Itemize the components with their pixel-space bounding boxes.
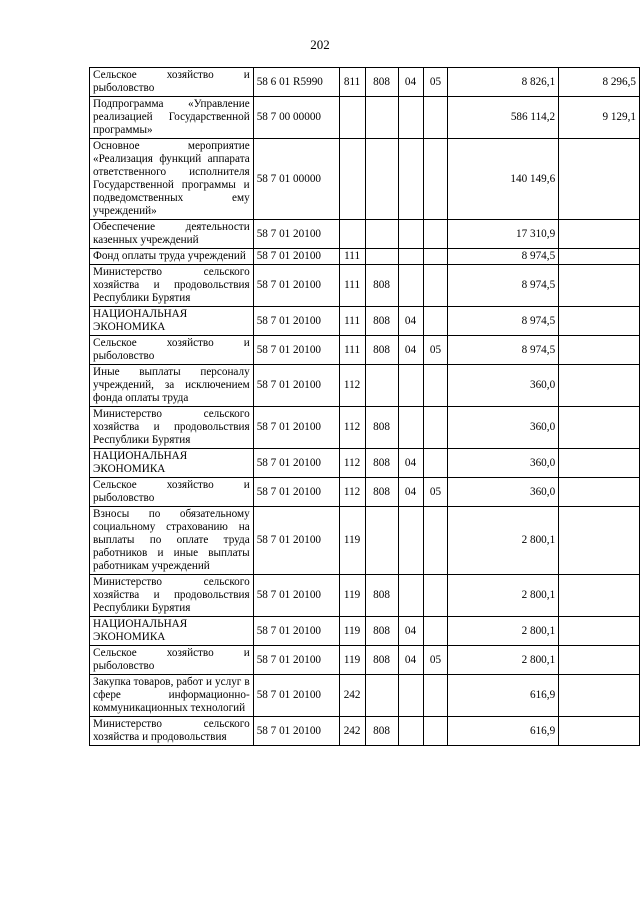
ministry-code-cell: 808 bbox=[365, 307, 398, 336]
subsection-cell bbox=[423, 97, 448, 139]
amount-1-cell: 360,0 bbox=[448, 449, 559, 478]
amount-1-cell: 8 974,5 bbox=[448, 265, 559, 307]
amount-1-cell: 2 800,1 bbox=[448, 617, 559, 646]
row-name-cell: Фонд оплаты труда учреждений bbox=[90, 249, 254, 265]
table-row bbox=[90, 336, 640, 365]
expense-type-cell: 811 bbox=[339, 68, 365, 97]
expense-type-cell: 242 bbox=[339, 675, 365, 717]
expense-type-cell: 119 bbox=[339, 617, 365, 646]
row-name-cell: Иные выплаты персоналу учреждений, за исключением фонда оплаты труда bbox=[90, 365, 254, 407]
row-name-cell: Сельское хозяйство и рыболовство bbox=[90, 68, 254, 97]
row-name-cell: Взносы по обязательному социальному страхованию на выплаты по оплате труда работников и иные выплаты работникам учреждений bbox=[90, 507, 254, 575]
expense-type-cell: 111 bbox=[339, 265, 365, 307]
expense-type-cell: 119 bbox=[339, 646, 365, 675]
ministry-code-cell: 808 bbox=[365, 449, 398, 478]
budget-table-body bbox=[90, 68, 640, 746]
subsection-cell bbox=[423, 139, 448, 220]
subsection-cell: 05 bbox=[423, 646, 448, 675]
ministry-code-cell: 808 bbox=[365, 575, 398, 617]
amount-1-cell: 586 114,2 bbox=[448, 97, 559, 139]
ministry-code-cell bbox=[365, 675, 398, 717]
subsection-cell bbox=[423, 220, 448, 249]
section-cell bbox=[398, 675, 423, 717]
ministry-code-cell: 808 bbox=[365, 717, 398, 746]
target-code-cell: 58 7 01 20100 bbox=[253, 365, 339, 407]
amount-2-cell bbox=[559, 675, 640, 717]
expense-type-cell: 112 bbox=[339, 478, 365, 507]
table-row bbox=[90, 507, 640, 575]
amount-1-cell: 360,0 bbox=[448, 478, 559, 507]
target-code-cell: 58 7 01 20100 bbox=[253, 220, 339, 249]
subsection-cell: 05 bbox=[423, 68, 448, 97]
section-cell bbox=[398, 717, 423, 746]
target-code-cell: 58 7 01 20100 bbox=[253, 478, 339, 507]
ministry-code-cell bbox=[365, 139, 398, 220]
table-row bbox=[90, 97, 640, 139]
row-name-cell: Подпрограмма «Управление реализацией Государственной программы» bbox=[90, 97, 254, 139]
subsection-cell bbox=[423, 407, 448, 449]
ministry-code-cell bbox=[365, 507, 398, 575]
row-name-cell: НАЦИОНАЛЬНАЯ ЭКОНОМИКА bbox=[90, 617, 254, 646]
row-name-cell: Обеспечение деятельности казенных учреждений bbox=[90, 220, 254, 249]
amount-1-cell: 140 149,6 bbox=[448, 139, 559, 220]
subsection-cell bbox=[423, 575, 448, 617]
section-cell: 04 bbox=[398, 307, 423, 336]
section-cell bbox=[398, 507, 423, 575]
table-row bbox=[90, 307, 640, 336]
section-cell bbox=[398, 220, 423, 249]
target-code-cell: 58 7 01 20100 bbox=[253, 407, 339, 449]
target-code-cell: 58 7 01 20100 bbox=[253, 507, 339, 575]
target-code-cell: 58 7 01 20100 bbox=[253, 336, 339, 365]
amount-1-cell: 616,9 bbox=[448, 675, 559, 717]
row-name-cell: Министерство сельского хозяйства и продовольствия Республики Бурятия bbox=[90, 575, 254, 617]
expense-type-cell: 111 bbox=[339, 336, 365, 365]
amount-1-cell: 2 800,1 bbox=[448, 646, 559, 675]
table-row bbox=[90, 365, 640, 407]
row-name-cell: Основное мероприятие «Реализация функций аппарата ответственного исполнителя Государственной программы и подведомственных ему учреждений» bbox=[90, 139, 254, 220]
amount-2-cell bbox=[559, 139, 640, 220]
expense-type-cell: 111 bbox=[339, 249, 365, 265]
row-name-cell: Министерство сельского хозяйства и продовольствия Республики Бурятия bbox=[90, 265, 254, 307]
table-row bbox=[90, 265, 640, 307]
target-code-cell: 58 7 01 20100 bbox=[253, 307, 339, 336]
row-name-cell: Министерство сельского хозяйства и продовольствия bbox=[90, 717, 254, 746]
section-cell: 04 bbox=[398, 646, 423, 675]
ministry-code-cell bbox=[365, 365, 398, 407]
amount-1-cell: 616,9 bbox=[448, 717, 559, 746]
amount-1-cell: 2 800,1 bbox=[448, 507, 559, 575]
expense-type-cell: 119 bbox=[339, 575, 365, 617]
amount-2-cell bbox=[559, 365, 640, 407]
subsection-cell bbox=[423, 507, 448, 575]
table-row bbox=[90, 449, 640, 478]
subsection-cell bbox=[423, 249, 448, 265]
amount-2-cell bbox=[559, 407, 640, 449]
ministry-code-cell: 808 bbox=[365, 478, 398, 507]
amount-1-cell: 8 974,5 bbox=[448, 249, 559, 265]
table-row bbox=[90, 617, 640, 646]
section-cell: 04 bbox=[398, 617, 423, 646]
amount-2-cell bbox=[559, 617, 640, 646]
subsection-cell: 05 bbox=[423, 336, 448, 365]
expense-type-cell bbox=[339, 220, 365, 249]
ministry-code-cell: 808 bbox=[365, 265, 398, 307]
amount-1-cell: 360,0 bbox=[448, 407, 559, 449]
row-name-cell: Сельское хозяйство и рыболовство bbox=[90, 646, 254, 675]
subsection-cell bbox=[423, 717, 448, 746]
amount-1-cell: 17 310,9 bbox=[448, 220, 559, 249]
ministry-code-cell: 808 bbox=[365, 407, 398, 449]
expense-type-cell: 242 bbox=[339, 717, 365, 746]
section-cell bbox=[398, 265, 423, 307]
ministry-code-cell: 808 bbox=[365, 68, 398, 97]
target-code-cell: 58 6 01 R5990 bbox=[253, 68, 339, 97]
section-cell bbox=[398, 249, 423, 265]
page-number: 202 bbox=[310, 37, 330, 52]
row-name-cell: Закупка товаров, работ и услуг в сфере информационно-коммуникационных технологий bbox=[90, 675, 254, 717]
table-row bbox=[90, 675, 640, 717]
target-code-cell: 58 7 01 20100 bbox=[253, 575, 339, 617]
table-row bbox=[90, 139, 640, 220]
row-name-cell: Министерство сельского хозяйства и продовольствия Республики Бурятия bbox=[90, 407, 254, 449]
section-cell bbox=[398, 139, 423, 220]
table-row bbox=[90, 478, 640, 507]
expense-type-cell: 119 bbox=[339, 507, 365, 575]
section-cell bbox=[398, 575, 423, 617]
ministry-code-cell: 808 bbox=[365, 646, 398, 675]
subsection-cell bbox=[423, 449, 448, 478]
section-cell bbox=[398, 365, 423, 407]
section-cell: 04 bbox=[398, 449, 423, 478]
amount-2-cell bbox=[559, 307, 640, 336]
subsection-cell: 05 bbox=[423, 478, 448, 507]
ministry-code-cell bbox=[365, 249, 398, 265]
amount-1-cell: 8 974,5 bbox=[448, 307, 559, 336]
target-code-cell: 58 7 01 20100 bbox=[253, 265, 339, 307]
subsection-cell bbox=[423, 265, 448, 307]
target-code-cell: 58 7 01 00000 bbox=[253, 139, 339, 220]
target-code-cell: 58 7 01 20100 bbox=[253, 717, 339, 746]
amount-1-cell: 8 826,1 bbox=[448, 68, 559, 97]
table-row bbox=[90, 249, 640, 265]
subsection-cell bbox=[423, 307, 448, 336]
section-cell bbox=[398, 97, 423, 139]
amount-1-cell: 360,0 bbox=[448, 365, 559, 407]
amount-2-cell bbox=[559, 449, 640, 478]
ministry-code-cell: 808 bbox=[365, 336, 398, 365]
target-code-cell: 58 7 01 20100 bbox=[253, 675, 339, 717]
expense-type-cell: 111 bbox=[339, 307, 365, 336]
amount-2-cell: 8 296,5 bbox=[559, 68, 640, 97]
expense-type-cell bbox=[339, 97, 365, 139]
table-row bbox=[90, 646, 640, 675]
section-cell: 04 bbox=[398, 336, 423, 365]
expense-type-cell: 112 bbox=[339, 407, 365, 449]
table-row bbox=[90, 220, 640, 249]
row-name-cell: НАЦИОНАЛЬНАЯ ЭКОНОМИКА bbox=[90, 449, 254, 478]
amount-2-cell bbox=[559, 717, 640, 746]
amount-2-cell bbox=[559, 265, 640, 307]
amount-2-cell bbox=[559, 220, 640, 249]
subsection-cell bbox=[423, 675, 448, 717]
amount-2-cell bbox=[559, 575, 640, 617]
section-cell: 04 bbox=[398, 68, 423, 97]
target-code-cell: 58 7 01 20100 bbox=[253, 249, 339, 265]
section-cell: 04 bbox=[398, 478, 423, 507]
ministry-code-cell bbox=[365, 220, 398, 249]
amount-2-cell bbox=[559, 507, 640, 575]
amount-2-cell bbox=[559, 478, 640, 507]
expense-type-cell bbox=[339, 139, 365, 220]
table-row bbox=[90, 68, 640, 97]
section-cell bbox=[398, 407, 423, 449]
amount-1-cell: 8 974,5 bbox=[448, 336, 559, 365]
expense-type-cell: 112 bbox=[339, 365, 365, 407]
amount-2-cell: 9 129,1 bbox=[559, 97, 640, 139]
target-code-cell: 58 7 00 00000 bbox=[253, 97, 339, 139]
row-name-cell: Сельское хозяйство и рыболовство bbox=[90, 478, 254, 507]
target-code-cell: 58 7 01 20100 bbox=[253, 617, 339, 646]
target-code-cell: 58 7 01 20100 bbox=[253, 646, 339, 675]
ministry-code-cell bbox=[365, 97, 398, 139]
target-code-cell: 58 7 01 20100 bbox=[253, 449, 339, 478]
amount-2-cell bbox=[559, 249, 640, 265]
amount-2-cell bbox=[559, 646, 640, 675]
table-row bbox=[90, 575, 640, 617]
expense-type-cell: 112 bbox=[339, 449, 365, 478]
amount-2-cell bbox=[559, 336, 640, 365]
budget-table bbox=[89, 67, 640, 746]
table-row bbox=[90, 717, 640, 746]
subsection-cell bbox=[423, 617, 448, 646]
ministry-code-cell: 808 bbox=[365, 617, 398, 646]
table-row bbox=[90, 407, 640, 449]
amount-1-cell: 2 800,1 bbox=[448, 575, 559, 617]
subsection-cell bbox=[423, 365, 448, 407]
row-name-cell: НАЦИОНАЛЬНАЯ ЭКОНОМИКА bbox=[90, 307, 254, 336]
row-name-cell: Сельское хозяйство и рыболовство bbox=[90, 336, 254, 365]
